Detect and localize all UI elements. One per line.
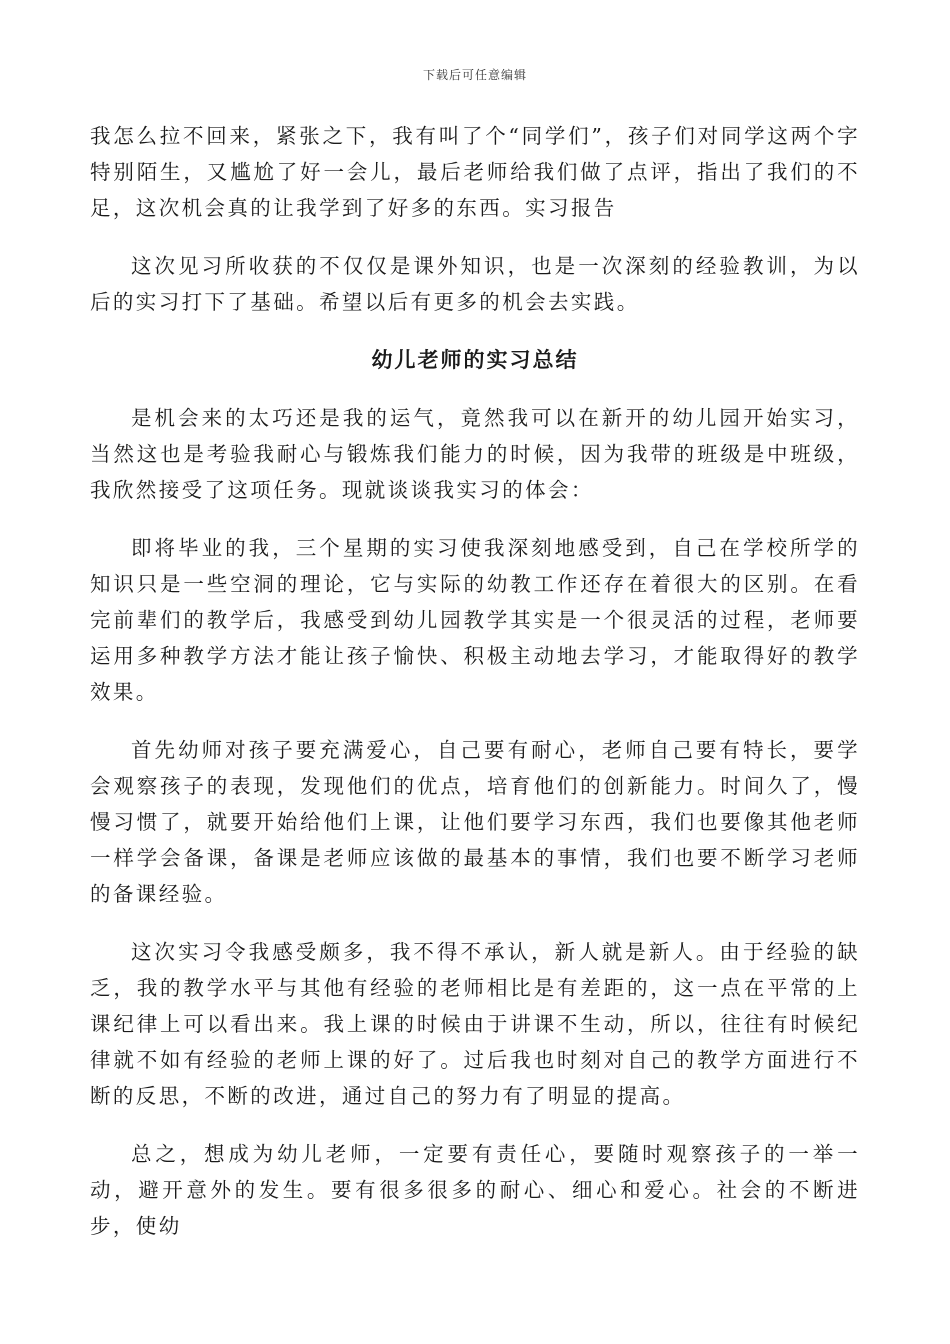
paragraph: 即将毕业的我，三个星期的实习使我深刻地感受到，自己在学校所学的知识只是一些空洞的理论，它与实际的幼教工作还存在着很大的区别。在看完前辈们的教学后，我感受到幼儿园教学其实是一个很灵活的过程，老师要运用多种教学方法才能让孩子愉快、积极主动地去学习，才能取得好的教学效果。	[90, 536, 860, 704]
paragraph: 这次实习令我感受颇多，我不得不承认，新人就是新人。由于经验的缺乏，我的教学水平与其他有经验的老师相比是有差距的，这一点在平常的上课纪律上可以看出来。我上课的时候由于讲课不生动，所以，往往有时候纪律就不如有经验的老师上课的好了。过后我也时刻对自己的教学方面进行不断的反思，不断的改进，通过自己的努力有了明显的提高。	[90, 940, 860, 1108]
paragraph: 是机会来的太巧还是我的运气，竟然我可以在新开的幼儿园开始实习，当然这也是考验我耐心与锻炼我们能力的时候，因为我带的班级是中班级，我欣然接受了这项任务。现就谈谈我实习的体会：	[90, 406, 860, 502]
document-body	[90, 118, 860, 1244]
paragraph: 首先幼师对孩子要充满爱心，自己要有耐心，老师自己要有特长，要学会观察孩子的表现，发现他们的优点，培育他们的创新能力。时间久了，慢慢习惯了，就要开始给他们上课，让他们要学习东西，我们也要像其他老师一样学会备课，备课是老师应该做的最基本的事情，我们也要不断学习老师的备课经验。	[90, 738, 860, 906]
paragraph-continued: 我怎么拉不回来，紧张之下，我有叫了个“同学们”，孩子们对同学这两个字特别陌生，又尴尬了好一会儿，最后老师给我们做了点评，指出了我们的不足，这次机会真的让我学到了好多的东西。实习报告	[90, 124, 860, 220]
paragraph: 这次见习所收获的不仅仅是课外知识，也是一次深刻的经验教训，为以后的实习打下了基础。希望以后有更多的机会去实践。	[90, 254, 860, 314]
header-note: 下载后可任意编辑	[422, 68, 527, 82]
section-title: 幼儿老师的实习总结	[371, 347, 579, 372]
paragraph: 总之，想成为幼儿老师，一定要有责任心，要随时观察孩子的一举一动，避开意外的发生。要有很多很多的耐心、细心和爱心。社会的不断进步，使幼	[90, 1142, 860, 1238]
